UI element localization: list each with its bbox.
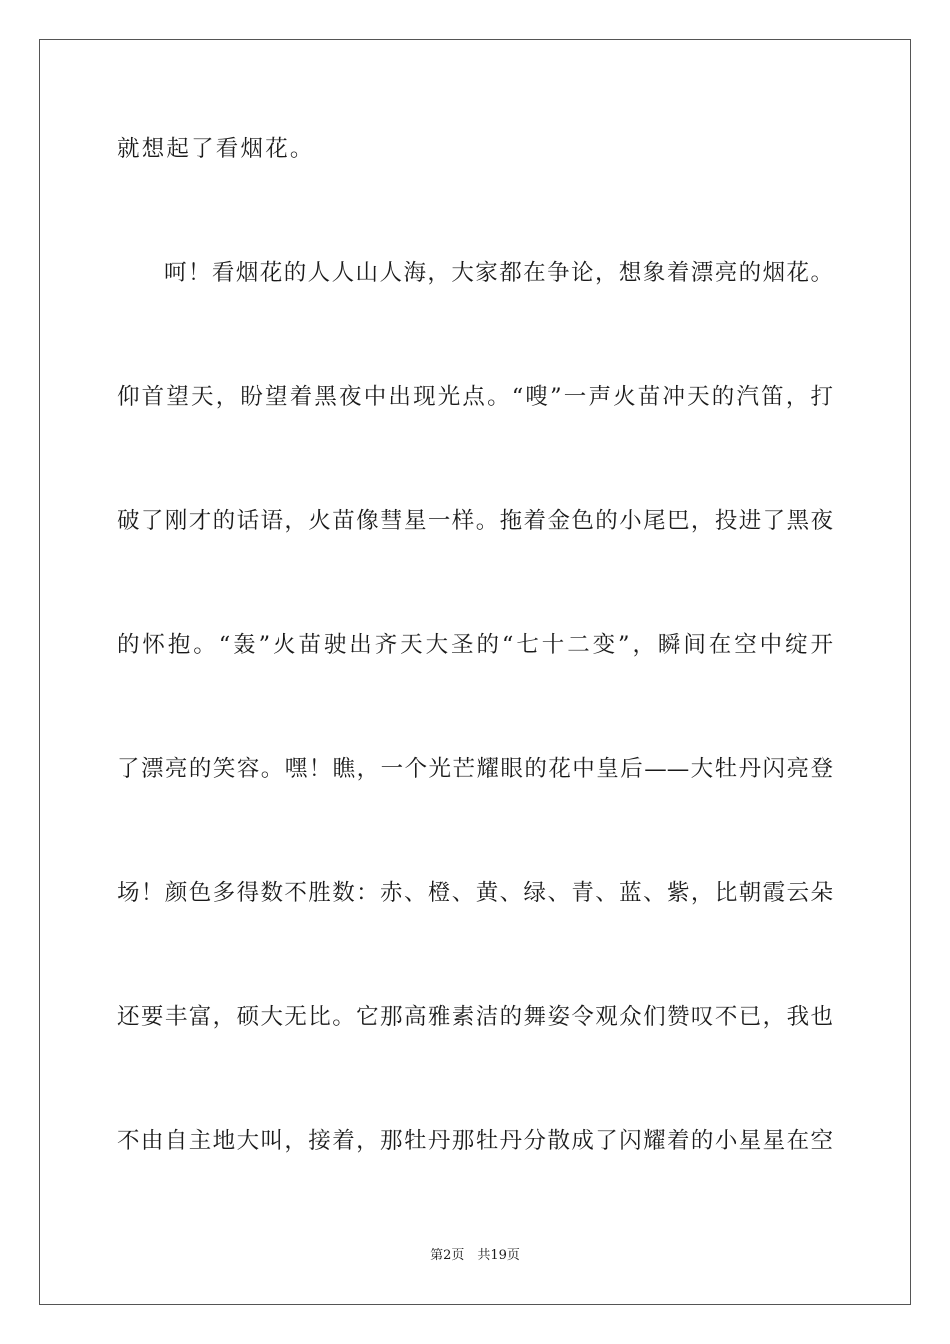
- text-line-9: 不由自主地大叫，接着，那牡丹那牡丹分散成了闪耀着的小星星在空: [117, 1128, 833, 1154]
- page-border: [39, 39, 911, 1305]
- text-line-3: 仰首望天，盼望着黑夜中出现光点。“嗖”一声火苗冲天的汽笛，打: [117, 384, 833, 410]
- text-line-7: 场！颜色多得数不胜数：赤、橙、黄、绿、青、蓝、紫，比朝霞云朵: [117, 880, 833, 906]
- text-line-4: 破了刚才的话语，火苗像彗星一样。拖着金色的小尾巴，投进了黑夜: [117, 508, 833, 534]
- page-number-footer: 第2页 共19页: [430, 1248, 520, 1263]
- text-line-8: 还要丰富，硕大无比。它那高雅素洁的舞姿令观众们赞叹不已，我也: [117, 1004, 833, 1030]
- text-line-2: 呵！看烟花的人人山人海，大家都在争论，想象着漂亮的烟花。: [164, 260, 833, 286]
- text-line-5: 的怀抱。“轰”火苗驶出齐天大圣的“七十二变”，瞬间在空中绽开: [117, 632, 833, 658]
- text-line-6: 了漂亮的笑容。嘿！瞧，一个光芒耀眼的花中皇后——大牡丹闪亮登: [117, 756, 833, 782]
- text-line-1: 就想起了看烟花。: [117, 136, 315, 162]
